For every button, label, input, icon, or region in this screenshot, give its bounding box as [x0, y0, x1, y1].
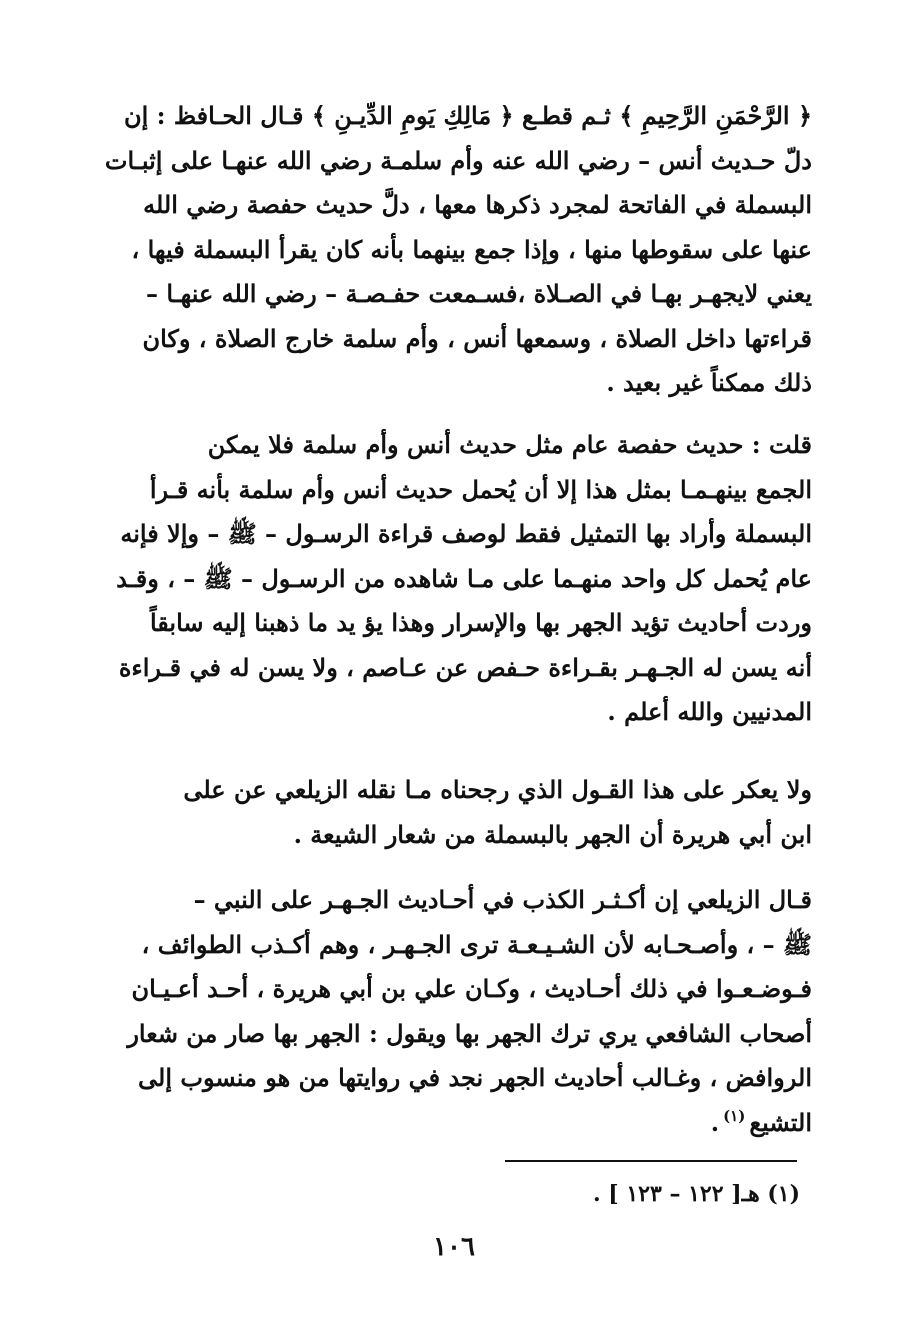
text-line: فـوضـعـوا في ذلك أحـاديث ، وكـان علي بن أبي هريرة ، أحـد أعـيـان [131, 974, 812, 1003]
text-line: قراءتها داخل الصلاة ، وسمعها أنس ، وأم سلمة خارج الصلاة ، وكان [142, 323, 812, 353]
text-line: ابن أبي هريرة أن الجهر بالبسملة من شعار الشيعة . [293, 819, 812, 849]
text-line: عام يُحمل كل واحد منهـما على مـا شاهده من الرسـول – ﷺ – ، وقـد [116, 563, 812, 593]
text-line: عنها على سقوطها منها ، وإذا جمع بينهما بأنه كان يقرأ البسملة فيها ، [131, 234, 812, 264]
text-line: وردت أحاديث تؤيد الجهر بها والإسرار وهذا يؤ يد ما ذهبنا إليه سابقاً [149, 608, 812, 637]
text-line: يعني لايجهـر بهـا في الصـلاة ،فسـمعت حفـصـة – رضي الله عنهـا – [145, 279, 812, 308]
paragraph-4 [96, 878, 812, 1145]
text-line: ﴿ الرَّحْمَنِ الرَّحِيمِ ﴾ ثـم قطـع ﴿ مَالِكِ يَومِ الدِّيـنِ ﴾ قـال الحـافظ : إن [123, 101, 812, 130]
text-line: دلّ حـديث أنس – رضي الله عنه وأم سلمـة رضي الله عنهـا على إثبـات [104, 145, 812, 175]
text-line: المدنيين والله أعلم . [607, 697, 812, 726]
paragraph-2 [96, 423, 812, 735]
page-number: ١٠٦ [433, 1232, 475, 1262]
text-line: قلت : حديث حفصة عام مثل حديث أنس وأم سلمة فلا يمكن [207, 430, 812, 459]
text-line: الروافض ، وغـالب أحاديث الجهر نجد في روايتها من هو منسوب إلى [138, 1063, 812, 1092]
text-line: البسملة في الفاتحة لمجرد ذكرها معها ، دلَّ حديث حفصة رضي الله [143, 190, 812, 219]
text-line-content: التشيع [749, 1107, 812, 1137]
paragraph-1 [96, 94, 812, 406]
footnote: (١) هـ[ ١٢٢ – ١٢٣ ] . [592, 1181, 800, 1207]
text-line: أنه يسن له الجـهـر بقـراءة حـفص عن عـاصم ، ولا يسن له في قـراءة [118, 652, 812, 682]
text-line: ﷺ – ، وأصـحـابه لأن الشـيـعـة ترى الجـهـر ، وهم أكـذب الطوائف ، [141, 929, 812, 959]
text-line: أصحاب الشافعي يري ترك الجهر بها ويقول : الجهر بها صار من شعار [127, 1018, 812, 1048]
period: . [710, 1107, 720, 1137]
footnote-separator [505, 1160, 797, 1162]
footnote-reference[interactable]: (١) [723, 1106, 746, 1125]
text-line: ولا يعكر على هذا القـول الذي رجحناه مـا نقله الزيلعي عن على [183, 775, 812, 804]
text-line: ذلك ممكناً غير بعيد . [606, 368, 812, 397]
text-line: قـال الزيلعي إن أكـثـر الكذب في أحـاديث الجـهـر على النبي – [193, 885, 812, 914]
text-line-last [96, 1101, 812, 1146]
paragraph-3 [96, 768, 812, 857]
text-line: الجمع بينهـمـا بمثل هذا إلا أن يُحمل حديث أنس وأم سلمة بأنه قـرأ [149, 474, 812, 504]
text-line: البسملة وأراد بها التمثيل فقط لوصف قراءة الرسـول – ﷺ – وإلا فإنه [120, 519, 812, 548]
